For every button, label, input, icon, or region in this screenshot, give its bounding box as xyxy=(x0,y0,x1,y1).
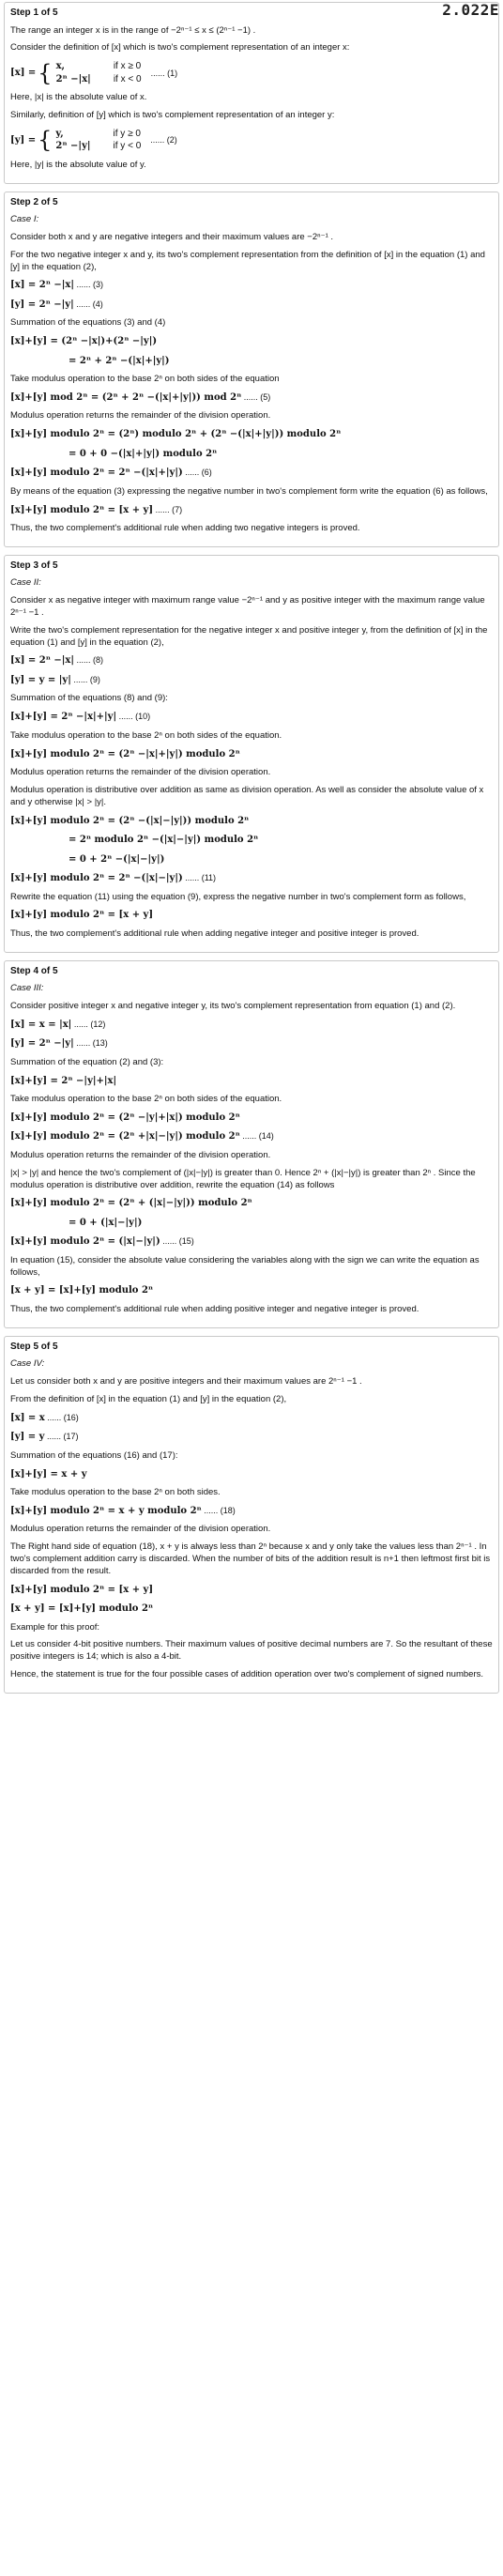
equation-text: [y] = y = |y| xyxy=(10,674,71,685)
equation xyxy=(10,834,493,847)
equation xyxy=(10,1468,493,1481)
paragraph: Consider the definition of [x] which is two's complement representation of an integer x: xyxy=(10,42,350,54)
equation xyxy=(10,815,493,828)
equation xyxy=(10,1584,493,1597)
paragraph: Take modulus operation to the base 2ⁿ on both sides of the equation. xyxy=(10,1094,282,1105)
steps-container xyxy=(4,2,499,1694)
equation-number: ...... (12) xyxy=(71,1019,106,1029)
equation-text: [x + y] = [x]+[y] modulo 2ⁿ xyxy=(10,1285,154,1296)
equation-text: [x]+[y] modulo 2ⁿ = x + y modulo 2ⁿ xyxy=(10,1505,202,1516)
case-label: Case I: xyxy=(10,214,39,225)
equation xyxy=(10,853,493,866)
step-title: Step 1 of 5 xyxy=(10,8,58,18)
case-condition: if x < 0 xyxy=(113,73,142,84)
equation xyxy=(10,1412,493,1425)
paragraph: Consider positive integer x and negative integer y, its two's complement representation from equation (1) and (2). xyxy=(10,1000,456,1011)
answer-code: 2.022E xyxy=(442,1,499,19)
equation-text: [x]+[y] modulo 2ⁿ = (2ⁿ + (|x|−|y|)) modulo 2ⁿ xyxy=(10,1198,252,1209)
paragraph: Rewrite the equation (11) using the equation (9), express the negative number in two's complement form as follows, xyxy=(10,891,466,902)
equation-number: ...... (13) xyxy=(73,1038,108,1049)
paragraph: Summation of the equations (3) and (4) xyxy=(10,317,166,329)
equation-text: [x]+[y] modulo 2ⁿ = [x + y] xyxy=(10,910,154,921)
paragraph: Modulus operation returns the remainder of the division operation. xyxy=(10,767,271,778)
paragraph: Write the two's complement representation for the negative integer x and positive integer y, from the definition of [x] in the equation (1) and [y] in the equation (2), xyxy=(10,624,488,648)
equation-text: [x]+[y] modulo 2ⁿ = (2ⁿ −|y|+|x|) modulo 2ⁿ xyxy=(10,1112,240,1123)
paragraph: Modulus operation returns the remainder of the division operation. xyxy=(10,1149,271,1160)
equation-number: ...... (16) xyxy=(44,1412,79,1422)
paragraph: Thus, the two complement's additional rule when adding two negative integers is proved. xyxy=(10,523,360,534)
brace-icon: { xyxy=(38,59,53,86)
equation xyxy=(10,355,493,368)
step-card xyxy=(4,960,499,1328)
equation-text: [x]+[y] = (2ⁿ −|x|)+(2ⁿ −|y|) xyxy=(10,336,158,347)
paragraph: Modulus operation returns the remainder of the division operation. xyxy=(10,1524,271,1535)
equation xyxy=(10,428,493,441)
paragraph: In equation (15), consider the absolute value considering the variables along with the sign we can write the equation as follows, xyxy=(10,1254,480,1278)
equation-text: [y] = y xyxy=(10,1432,45,1443)
equation-number: ...... (6) xyxy=(182,468,212,478)
case-condition: if y < 0 xyxy=(113,141,142,152)
equation-text: [x]+[y] modulo 2ⁿ = 2ⁿ −(|x|+|y|) xyxy=(10,468,183,479)
equation xyxy=(10,391,493,405)
step-card xyxy=(4,192,499,547)
equation-text: [x]+[y] modulo 2ⁿ = (2ⁿ) modulo 2ⁿ + (2ⁿ −(|x|+|y|)) modulo 2ⁿ xyxy=(10,429,342,440)
equation xyxy=(10,711,493,724)
equation-number: ...... (5) xyxy=(241,391,271,402)
step-title: Step 2 of 5 xyxy=(10,196,58,207)
equation xyxy=(10,1235,493,1249)
equation-text: [x]+[y] modulo 2ⁿ = (2ⁿ −|x|+|y|) modulo 2ⁿ xyxy=(10,748,240,759)
step-card xyxy=(4,1336,499,1694)
step-card xyxy=(4,555,499,953)
equation-text: [x]+[y] modulo 2ⁿ = [x + y] xyxy=(10,504,154,515)
paragraph: Summation of the equations (8) and (9): xyxy=(10,693,168,704)
piecewise-definition xyxy=(10,60,493,85)
piecewise-lhs: [x] = xyxy=(10,67,37,78)
paragraph: Take modulus operation to the base 2ⁿ on both sides of the equation. xyxy=(10,729,282,741)
equation xyxy=(10,654,493,667)
equation-text: = 2ⁿ modulo 2ⁿ −(|x|−|y|) modulo 2ⁿ xyxy=(69,835,259,845)
equation-text: [x]+[y] modulo 2ⁿ = (|x|−|y|) xyxy=(10,1236,160,1248)
equation-number: ...... (3) xyxy=(74,280,104,290)
equation-number: ...... (17) xyxy=(44,1432,79,1442)
step-title: Step 5 of 5 xyxy=(10,1341,58,1352)
equation-text: [x]+[y] modulo 2ⁿ = [x + y] xyxy=(10,1584,154,1595)
case-label: Case IV: xyxy=(10,1358,45,1370)
case-value: 2ⁿ −|x| xyxy=(55,73,91,84)
equation-text: [x]+[y] modulo 2ⁿ = (2ⁿ +|x|−|y|) modulo 2ⁿ xyxy=(10,1131,240,1142)
equation-number: ...... (11) xyxy=(182,873,217,882)
brace-icon: { xyxy=(38,127,53,154)
equation-text: = 2ⁿ + 2ⁿ −(|x|+|y|) xyxy=(69,355,170,366)
equation xyxy=(10,748,493,761)
paragraph: |x| > |y| and hence the two's complement of (|x|−|y|) is greater than 0. Hence 2ⁿ + (|x|−|y|) is greater than 2ⁿ . Since the modulus operation is distributive over addition, rewrite the equation (14) as follows xyxy=(10,1167,476,1190)
paragraph: Hence, the statement is true for the four possible cases of addition operation over two's complement of signed numbers. xyxy=(10,1669,484,1679)
equation xyxy=(10,1505,493,1518)
paragraph: Here, |y| is the absolute value of y. xyxy=(10,159,146,170)
equation-number: ...... (2) xyxy=(150,135,177,146)
paragraph: The range an integer x is in the range of −2ⁿ⁻¹ ≤ x ≤ (2ⁿ⁻¹ −1) . xyxy=(10,24,256,36)
equation-text: [x] = x xyxy=(10,1412,45,1423)
case-value: y, xyxy=(55,128,64,139)
equation-text: [x]+[y] = 2ⁿ −|y|+|x| xyxy=(10,1075,117,1086)
piecewise-cases xyxy=(56,60,142,85)
step-title: Step 3 of 5 xyxy=(10,560,58,571)
paragraph: By means of the equation (3) expressing the negative number in two's complement form write the equation (6) as follows, xyxy=(10,485,488,497)
equation-text: [x] = x = |x| xyxy=(10,1019,72,1030)
paragraph: Modulus operation is distributive over addition as same as division operation. As well as consider the absolute value of x and y otherwise |x| > |y|. xyxy=(10,784,484,807)
piecewise-lhs: [y] = xyxy=(10,134,37,146)
equation xyxy=(10,467,493,480)
equation-number: ...... (1) xyxy=(150,68,178,78)
step-card xyxy=(4,2,499,184)
paragraph: Similarly, definition of [y] which is two's complement representation of an integer y: xyxy=(10,109,335,120)
equation-number: ...... (9) xyxy=(70,674,100,684)
equation xyxy=(10,1037,493,1050)
equation xyxy=(10,1602,493,1616)
paragraph: Thus, the two complement's additional rule when adding positive integer and negative integer is proved. xyxy=(10,1303,419,1314)
equation xyxy=(10,1431,493,1444)
paragraph: Summation of the equation (2) and (3): xyxy=(10,1056,164,1067)
equation xyxy=(10,1130,493,1143)
equation-text: = 0 + 2ⁿ −(|x|−|y|) xyxy=(69,853,165,865)
equation xyxy=(10,909,493,922)
equation-number: ...... (15) xyxy=(160,1236,194,1247)
equation-number: ...... (10) xyxy=(116,712,151,722)
equation xyxy=(10,504,493,517)
case-condition: if x ≥ 0 xyxy=(113,61,142,72)
equation-text: [x] = 2ⁿ −|x| xyxy=(10,280,75,291)
paragraph: The Right hand side of equation (18), x + y is always less than 2ⁿ because x and y only take the values less than 2ⁿ⁻¹ . In two's complement addition carry is discarded. When the number of bits of the addition result is n+1 then leftmost first bit is discarded from the result. xyxy=(10,1541,491,1576)
equation-text: [y] = 2ⁿ −|y| xyxy=(10,299,74,310)
paragraph: Take modulus operation to the base 2ⁿ on both sides. xyxy=(10,1487,221,1497)
equation-text: [x]+[y] = x + y xyxy=(10,1468,87,1480)
equation xyxy=(10,1019,493,1032)
equation xyxy=(10,1075,493,1088)
equation-number: ...... (18) xyxy=(201,1505,236,1515)
step-title: Step 4 of 5 xyxy=(10,965,58,976)
equation xyxy=(10,872,493,885)
equation xyxy=(10,1284,493,1297)
equation-number: ...... (14) xyxy=(239,1131,274,1142)
equation-text: [x]+[y] mod 2ⁿ = (2ⁿ + 2ⁿ −(|x|+|y|)) mod 2ⁿ xyxy=(10,391,242,403)
equation-text: [x]+[y] modulo 2ⁿ = 2ⁿ −(|x|−|y|) xyxy=(10,873,183,883)
paragraph: Consider x as negative integer with maximum range value −2ⁿ⁻¹ and y as positive integer with the maximum range value 2ⁿ⁻¹ −1 . xyxy=(10,595,485,618)
equation xyxy=(10,1197,493,1210)
equation xyxy=(10,674,493,687)
equation-text: [x]+[y] modulo 2ⁿ = (2ⁿ −(|x|−|y|)) modulo 2ⁿ xyxy=(10,815,250,826)
paragraph: Consider both x and y are negative integers and their maximum values are −2ⁿ⁻¹ . xyxy=(10,231,334,242)
case-label: Case II: xyxy=(10,577,41,589)
equation-text: [x] = 2ⁿ −|x| xyxy=(10,655,75,667)
paragraph: Thus, the two complement's additional rule when adding negative integer and positive integer is proved. xyxy=(10,928,419,939)
case-value: x, xyxy=(55,61,66,72)
equation xyxy=(10,299,493,312)
equation-text: [x]+[y] = 2ⁿ −|x|+|y| xyxy=(10,712,117,723)
piecewise-definition xyxy=(10,128,493,153)
equation-text: = 0 + 0 −(|x|+|y|) modulo 2ⁿ xyxy=(69,448,218,459)
equation-text: = 0 + (|x|−|y|) xyxy=(69,1217,143,1228)
equation-text: [y] = 2ⁿ −|y| xyxy=(10,1038,74,1050)
equation-text: [x + y] = [x]+[y] modulo 2ⁿ xyxy=(10,1603,154,1615)
equation-number: ...... (4) xyxy=(73,299,103,309)
paragraph: Example for this proof: xyxy=(10,1621,100,1633)
equation xyxy=(10,1112,493,1125)
equation xyxy=(10,448,493,461)
paragraph: Modulus operation returns the remainder of the division operation. xyxy=(10,410,271,422)
paragraph: From the definition of [x] in the equation (1) and [y] in the equation (2), xyxy=(10,1393,287,1404)
case-condition: if y ≥ 0 xyxy=(113,128,141,139)
paragraph: Let us consider 4-bit positive numbers. Their maximum values of positive decimal numbers are 7. So the resultant of these positive integers is 14; which is also a 4-bit. xyxy=(10,1639,493,1663)
paragraph: Take modulus operation to the base 2ⁿ on both sides of the equation xyxy=(10,374,280,385)
paragraph: Let us consider both x and y are positive integers and their maximum values are 2ⁿ⁻¹ −1 . xyxy=(10,1376,362,1388)
paragraph: Summation of the equations (16) and (17): xyxy=(10,1449,178,1461)
paragraph: Here, |x| is the absolute value of x. xyxy=(10,92,147,103)
case-label: Case III: xyxy=(10,983,44,994)
piecewise-cases xyxy=(55,128,141,153)
case-value: 2ⁿ −|y| xyxy=(55,141,91,152)
paragraph: For the two negative integer x and y, its two's complement representation from the definition of [x] in the equation (1) and [y] in the equation (2), xyxy=(10,249,485,272)
equation xyxy=(10,279,493,292)
equation xyxy=(10,335,493,348)
equation xyxy=(10,1217,493,1230)
equation-number: ...... (7) xyxy=(153,504,183,514)
equation-number: ...... (8) xyxy=(74,655,104,666)
